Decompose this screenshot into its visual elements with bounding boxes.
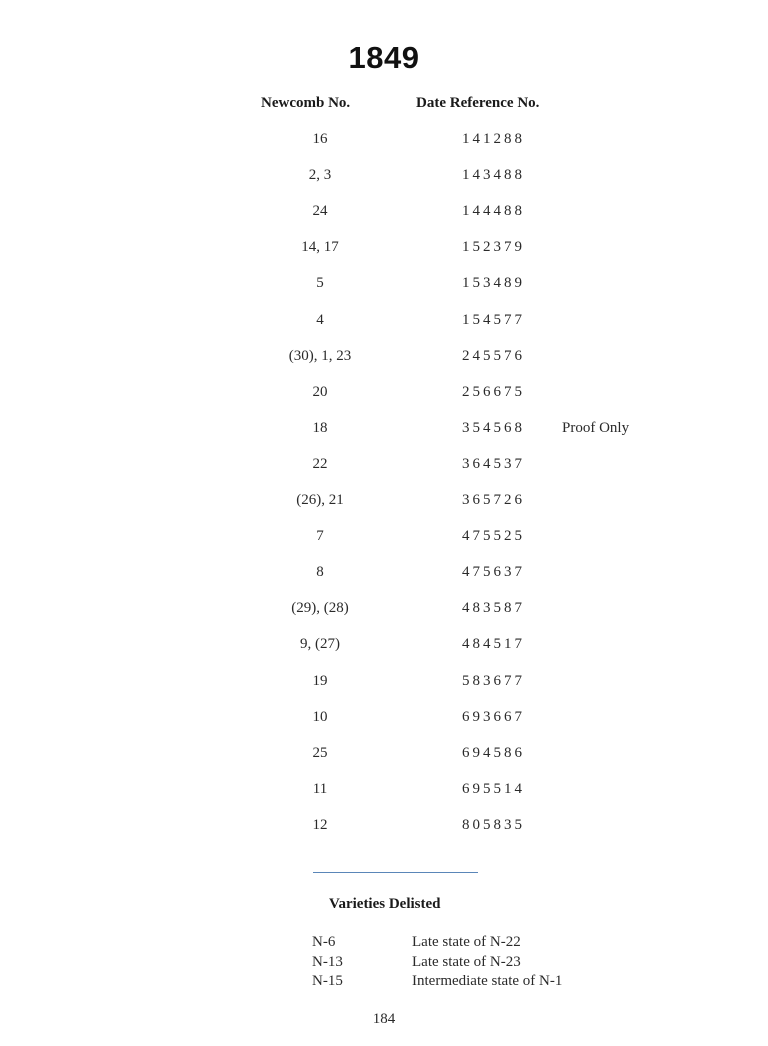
delisted-description: Late state of N-22 [412,934,521,950]
delisted-code: N-13 [312,954,343,970]
date-reference-number: 354568 [462,420,525,436]
column-header-newcomb: Newcomb No. [261,95,351,111]
date-reference-number: 141288 [462,131,525,147]
date-reference-number: 256675 [462,384,525,400]
table-row [0,348,768,368]
table-row [0,781,768,801]
table-row [0,384,768,404]
table-row [0,817,768,837]
section-divider [313,872,478,873]
row-note: Proof Only [562,420,630,436]
delisted-description: Intermediate state of N-1 [412,973,563,989]
newcomb-number: 20 [312,384,328,400]
delisted-title: Varieties Delisted [329,896,441,912]
date-reference-number: 694586 [462,745,525,761]
date-reference-number: 695514 [462,781,525,797]
table-row [0,131,768,151]
table-row [0,673,768,693]
date-reference-number: 245576 [462,348,525,364]
date-reference-number: 153489 [462,275,525,291]
delisted-item [0,973,768,993]
newcomb-number: 18 [312,420,328,436]
column-header-date-reference: Date Reference No. [416,95,540,111]
date-reference-number: 154577 [462,312,525,328]
delisted-item [0,934,768,954]
table-row [0,239,768,259]
table-row [0,745,768,765]
newcomb-number: 22 [312,456,328,472]
newcomb-number: (26), 21 [296,492,344,508]
date-reference-number: 364537 [462,456,525,472]
table-row [0,564,768,584]
date-reference-number: 583677 [462,673,525,689]
table-row [0,492,768,512]
date-reference-number: 152379 [462,239,525,255]
delisted-code: N-15 [312,973,343,989]
date-reference-number: 365726 [462,492,525,508]
newcomb-number: 2, 3 [308,167,332,183]
date-reference-number: 693667 [462,709,525,725]
newcomb-number: 16 [312,131,328,147]
newcomb-number: (29), (28) [291,600,349,616]
table-row [0,528,768,548]
newcomb-number: 8 [316,564,324,580]
year-heading: 1849 [348,40,420,75]
table-row [0,167,768,187]
delisted-description: Late state of N-23 [412,954,521,970]
newcomb-number: 9, (27) [300,636,340,652]
newcomb-number: 25 [312,745,328,761]
table-row [0,456,768,476]
date-reference-number: 143488 [462,167,525,183]
table-row [0,636,768,656]
table-row [0,203,768,223]
newcomb-number: 4 [316,312,324,328]
newcomb-number: 14, 17 [301,239,339,255]
delisted-code: N-6 [312,934,336,950]
newcomb-number: 24 [312,203,328,219]
date-reference-number: 805835 [462,817,525,833]
table-row [0,709,768,729]
date-reference-number: 475525 [462,528,525,544]
table-row [0,600,768,620]
newcomb-number: 7 [316,528,324,544]
newcomb-number: 12 [312,817,328,833]
date-reference-number: 484517 [462,636,525,652]
table-row [0,312,768,332]
date-reference-number: 475637 [462,564,525,580]
newcomb-number: 11 [312,781,328,797]
newcomb-number: 10 [312,709,328,725]
date-reference-number: 483587 [462,600,525,616]
date-reference-number: 144488 [462,203,525,219]
table-row [0,275,768,295]
table-row [0,420,768,440]
newcomb-number: (30), 1, 23 [288,348,352,364]
newcomb-number: 19 [312,673,328,689]
delisted-item [0,954,768,974]
newcomb-number: 5 [316,275,324,291]
page-number: 184 [372,1011,396,1027]
